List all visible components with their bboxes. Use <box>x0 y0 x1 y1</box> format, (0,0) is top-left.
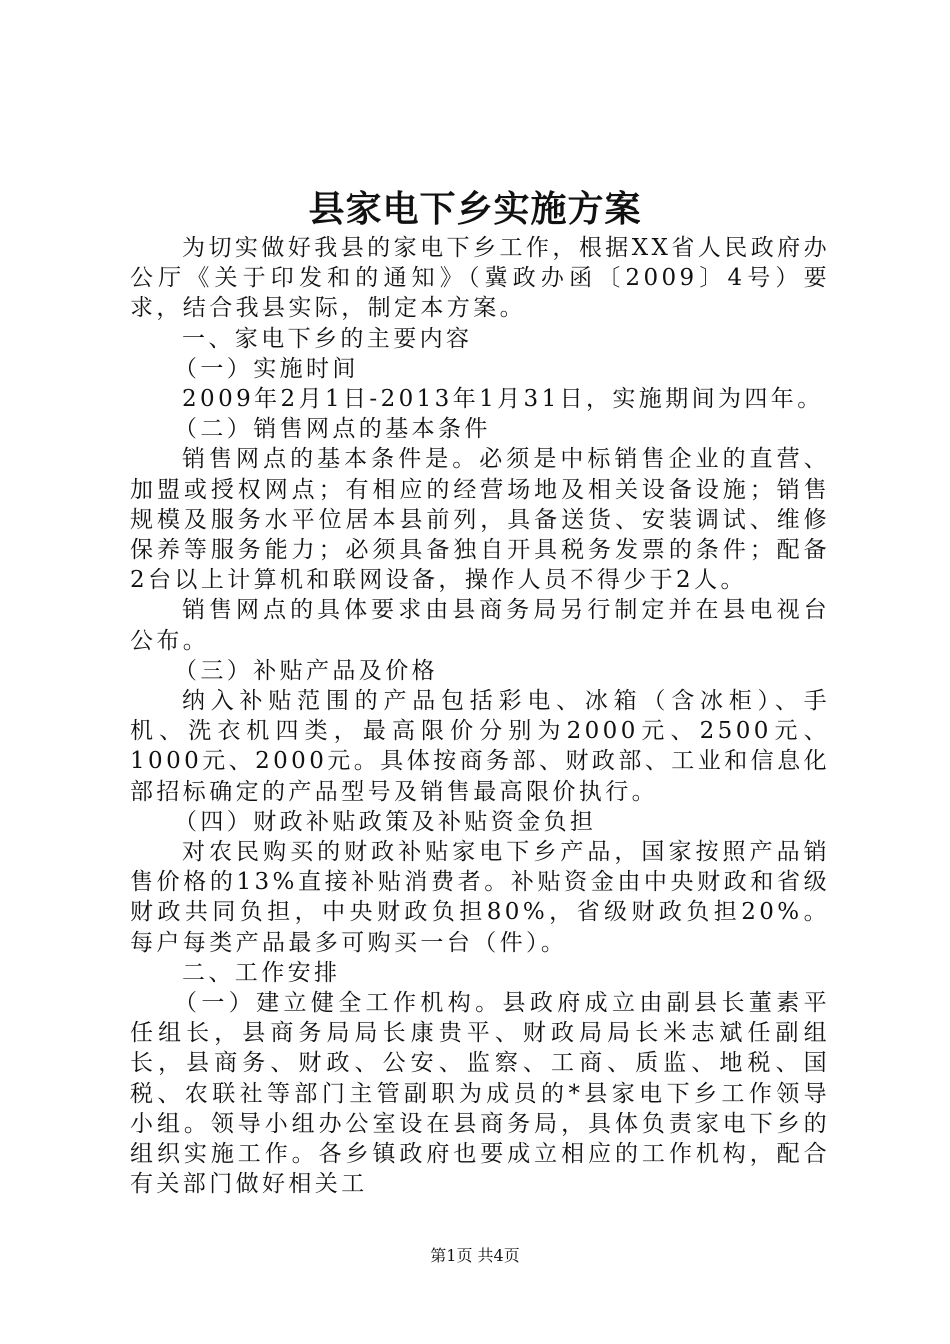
heading-main-content: 一、家电下乡的主要内容 <box>182 325 473 352</box>
paragraph-outlets: 销售网点的基本条件是。必须是中标销售企业的直营、加盟或授权网点；有相应的经营场地及相关设备设施；销售规模及服务水平位居本县前列，具备送货、安装调试、维修保养等服务能力；必须具备独自开具税务发票的条件；配备2台以上计算机和联网设备，操作人员不得少于2人。 <box>130 446 830 594</box>
subheading-products: （三）补贴产品及价格 <box>174 657 438 684</box>
paragraph-subsidy: 对农民购买的财政补贴家电下乡产品，国家按照产品销售价格的13%直接补贴消费者。补贴资金由中央财政和省级财政共同负担，中央财政负担80%，省级财政负担20%。每户每类产品最多可购买一台（件）。 <box>130 839 830 956</box>
subheading-time: （一）实施时间 <box>174 355 359 382</box>
subheading-outlets: （二）销售网点的基本条件 <box>174 416 491 443</box>
document-title: 县家电下乡实施方案 <box>308 188 642 230</box>
paragraph-organization: （一）建立健全工作机构。县政府成立由副县长董素平任组长，县商务局局长康贵平、财政局局长米志斌任副组长，县商务、财政、公安、监察、工商、质监、地税、国税、农联社等部门主管副职为成员的*县家电下乡工作领导小组。领导小组办公室设在县商务局，具体负责家电下乡的组织实施工作。各乡镇政府也要成立相应的工作机构，配合有关部门做好相关工 <box>130 990 830 1198</box>
paragraph-products: 纳入补贴范围的产品包括彩电、冰箱（含冰柜）、手机、洗衣机四类，最高限价分别为2000元、2500元、1000元、2000元。具体按商务部、财政部、工业和信息化部招标确定的产品型号及销售最高限价执行。 <box>130 688 830 805</box>
paragraph-time: 2009年2月1日-2013年1月31日，实施期间为四年。 <box>182 386 824 413</box>
page-number: 第1页 共4页 <box>430 1246 520 1265</box>
paragraph-outlet-requirements: 销售网点的具体要求由县商务局另行制定并在县电视台公布。 <box>130 597 830 654</box>
paragraph-intro: 为切实做好我县的家电下乡工作，根据XX省人民政府办公厅《关于印发和的通知》（冀政办函〔2009〕4号）要求，结合我县实际，制定本方案。 <box>130 235 830 322</box>
heading-work-arrangement: 二、工作安排 <box>182 959 341 986</box>
subheading-subsidy: （四）财政补贴政策及补贴资金负担 <box>174 808 597 835</box>
document-body <box>130 233 830 1200</box>
